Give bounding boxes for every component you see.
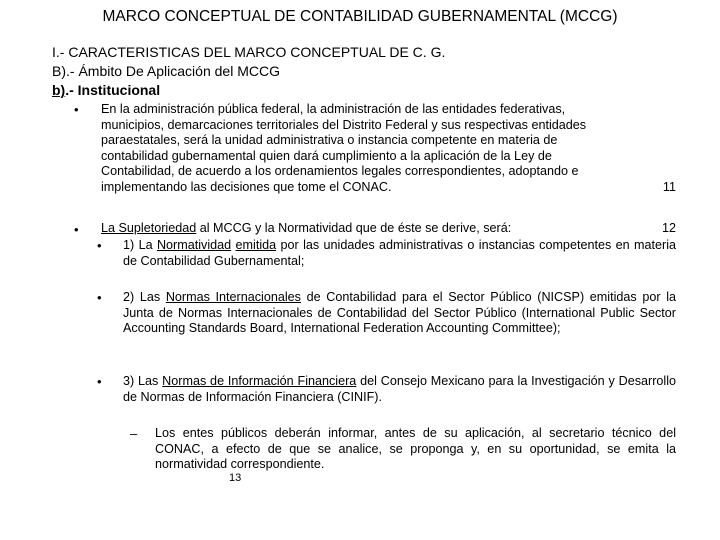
paragraph-line: implementando las decisiones que tome el CONAC. (101, 179, 392, 194)
paragraph-line: municipios, demarcaciones territoriales del Distrito Federal y sus respectivas entidades (101, 117, 587, 132)
item-text: por las unidades administrativas o instancias competentes en materia de Contabilidad Gubernamental; (123, 238, 676, 268)
paragraph-line: paraestatales, será la unidad administrativa o instancia competente en materia de (101, 133, 558, 147)
item-text: de Contabilidad para el Sector Público (NICSP) emitidas por la Junta de Normas Internacionales de Contabilidad del Sector Público (International Public Sector Accounting Standards Board, International Federation Accounting Committee); (123, 290, 676, 335)
bullet-icon: • (97, 290, 102, 305)
supletoriedad-item-1 (123, 238, 676, 269)
institutional-paragraph (101, 102, 676, 195)
item-underlined-term: emitida (235, 238, 277, 252)
page-reference: 11 (662, 179, 676, 194)
section-heading: I.- CARACTERISTICAS DEL MARCO CONCEPTUAL DE C. G. (52, 44, 446, 60)
dash-note: Los entes públicos deberán informar, antes de su aplicación, al secretario técnico del CONAC, a efecto de que se analice, se proponga y, en su oportunidad, se emita la normatividad correspondiente. (155, 426, 676, 471)
paragraph-line: contabilidad gubernamental quien dará cumplimiento a la aplicación de la Ley de (101, 148, 552, 163)
page-reference: 12 (661, 221, 676, 235)
supletoriedad-text: al MCCG y la Normatividad que de éste se derive, será: (196, 221, 512, 235)
bullet-icon: • (74, 102, 79, 117)
paragraph-line: En la administración pública federal, la administración de las entidades federativas, (101, 102, 566, 116)
item-text: 2) Las (123, 290, 166, 304)
supletoriedad-label: La Supletoriedad (101, 221, 197, 235)
item-text: 1) La (123, 238, 157, 252)
bullet-icon: • (74, 222, 79, 237)
item-underlined-term: Normatividad (156, 238, 232, 252)
footer-page-reference: 13 (229, 472, 242, 484)
item-text: del Consejo Mexicano para la Investigación y Desarrollo de Normas de Información Financiera (CINIF). (123, 374, 676, 404)
item-underlined-term: Normas de Información Financiera (162, 374, 357, 388)
dash-icon: – (130, 426, 138, 441)
page-title: MARCO CONCEPTUAL DE CONTABILIDAD GUBERNAMENTAL (MCCG) (102, 8, 618, 25)
subsection-heading: B).- Ámbito De Aplicación del MCCG (52, 63, 280, 79)
bullet-icon: • (97, 374, 102, 389)
supletoriedad-item-2 (123, 290, 676, 337)
supletoriedad-item-3 (123, 374, 676, 405)
heading-label: .- Institucional (65, 82, 161, 98)
heading-marker: b) (52, 82, 66, 98)
item-text: 3) Las (123, 374, 163, 388)
bullet-icon: • (97, 238, 102, 253)
paragraph-line: Contabilidad, de acuerdo a los ordenamientos legales correspondientes, adoptando e (101, 164, 579, 178)
supletoriedad-line (101, 221, 676, 237)
subsubsection-heading (52, 82, 160, 98)
item-underlined-term: Normas Internacionales (165, 290, 301, 304)
